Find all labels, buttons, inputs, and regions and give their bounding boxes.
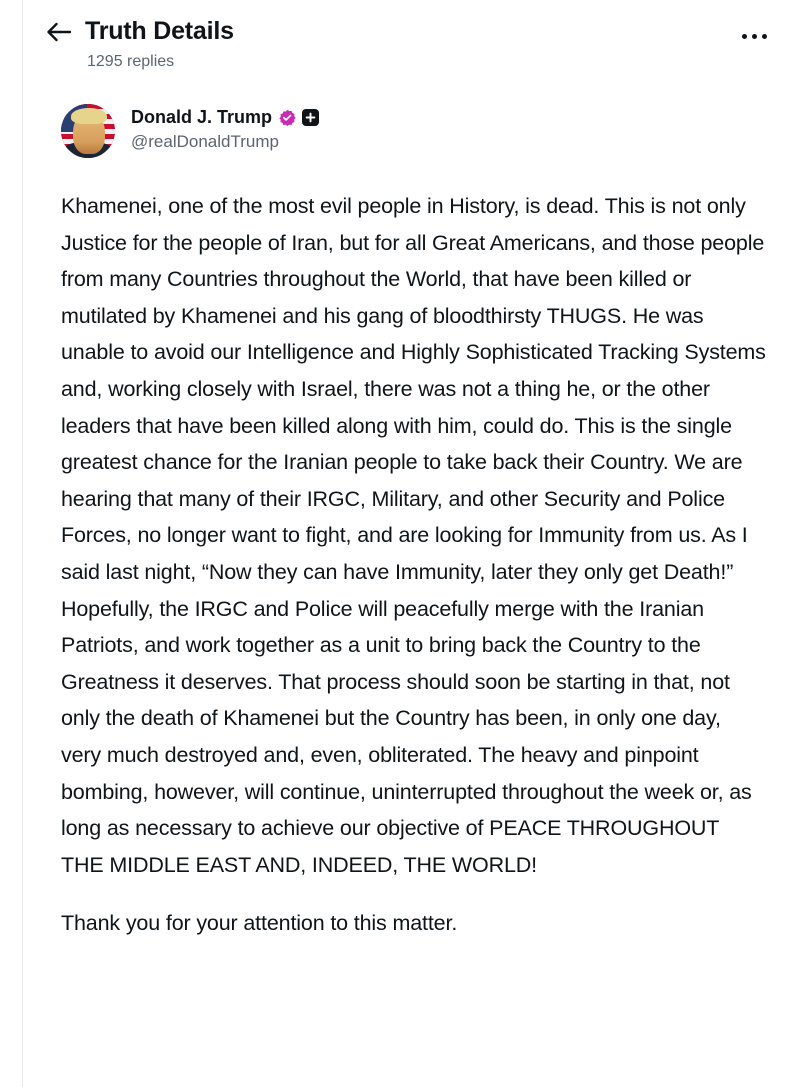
header-text-block — [85, 12, 732, 72]
author-name-line — [131, 106, 319, 128]
author-handle[interactable]: @realDonaldTrump — [131, 132, 279, 151]
author-row — [41, 104, 776, 158]
arrow-left-icon — [46, 21, 72, 43]
plus-badge-icon — [302, 109, 319, 126]
author-name[interactable]: Donald J. Trump — [131, 107, 273, 127]
verified-badge-icon — [279, 109, 296, 126]
page-title: Truth Details — [85, 17, 234, 45]
post-paragraph: Khamenei, one of the most evil people in History, is dead. This is not only Justice for the people of Iran, but for all Great Americans, and those people from many Countries throughout the World, that have been killed or mutilated by Khamenei and his gang of bloodthirsty THUGS. He was unable to avoid our Intelligence and Highly Sophisticated Tracking Systems and, working closely with Israel, there was not a thing he, or the other leaders that have been killed along with him, could do. This is the single greatest chance for the Iranian people to take back their Country. We are hearing that many of their IRGC, Military, and other Security and Police Forces, no longer want to fight, and are looking for Immunity from us. As I said last night, “Now they can have Immunity, later they only get Death!” Hopefully, the IRGC and Police will peacefully merge with the Iranian Patriots, and work together as a unit to bring back the Country to the Greatness it deserves. That process should soon be starting in that, not only the death of Khamenei but the Country has been, in only one day, very much destroyed and, even, obliterated. The heavy and pinpoint bombing, however, will continue, uninterrupted throughout the week or, as long as necessary to achieve our objective of PEACE THROUGHOUT THE MIDDLE EAST AND, INDEED, THE WORLD! — [61, 194, 766, 877]
post-paragraph: Thank you for your attention to this matter. — [61, 911, 458, 936]
more-options-icon — [742, 34, 767, 39]
post-body — [41, 188, 776, 942]
more-options-button[interactable] — [732, 14, 776, 58]
content-column — [23, 0, 800, 1087]
avatar[interactable] — [61, 104, 115, 158]
back-button[interactable] — [39, 12, 79, 52]
replies-count: 1295 replies — [87, 53, 175, 70]
left-gutter — [0, 0, 23, 1087]
header — [41, 0, 776, 72]
author-meta — [131, 104, 319, 153]
avatar-hair — [71, 108, 107, 124]
